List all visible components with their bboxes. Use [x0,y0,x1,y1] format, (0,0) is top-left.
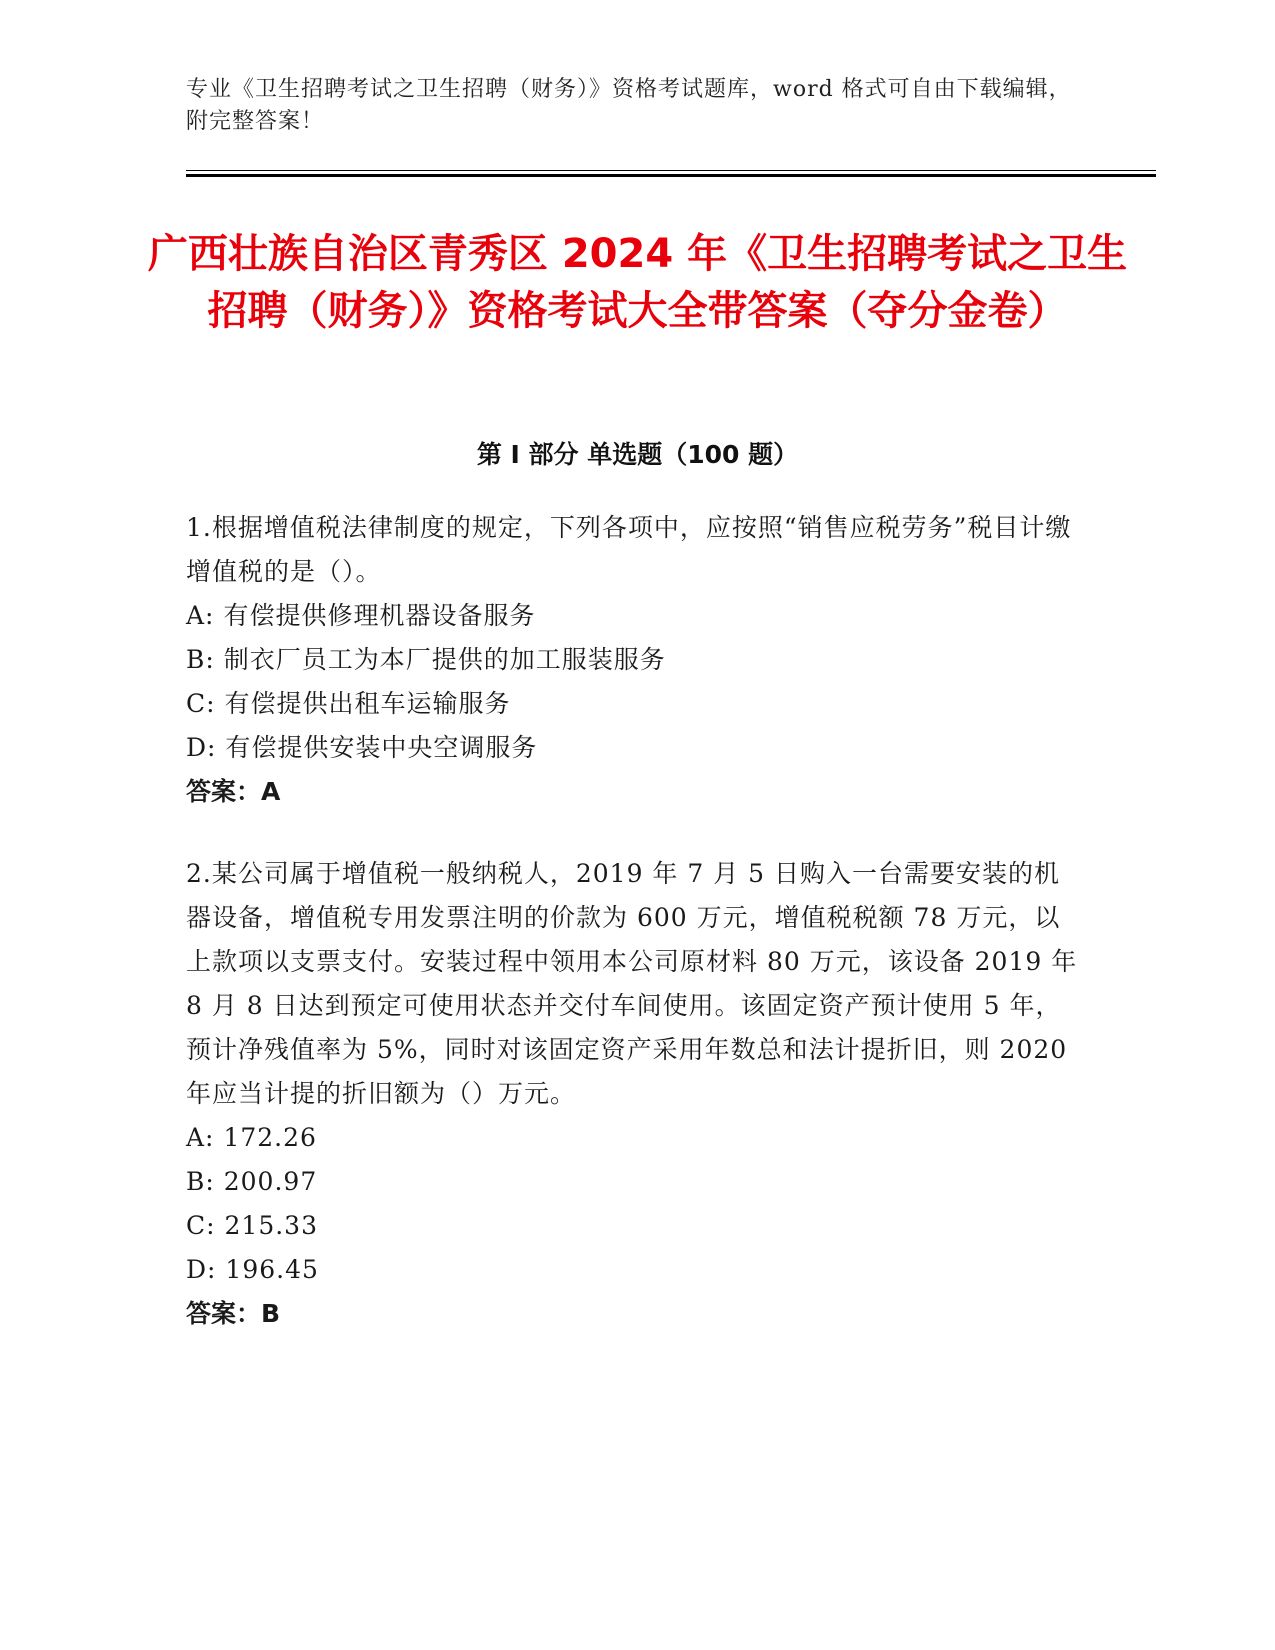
header-divider-thin [186,170,1156,171]
document-header-note: 专业《卫生招聘考试之卫生招聘（财务）》资格考试题库，word 格式可自由下载编辑，附完整答案！ [186,77,1072,134]
answer-line: 答案：B [186,1299,281,1328]
option-label: A: [186,601,215,630]
option-c [186,682,1086,726]
question-stem: 1.根据增值税法律制度的规定，下列各项中，应按照“销售应税劳务”税目计缴增值税的是（）。 [186,513,1072,586]
option-b [186,1160,1086,1204]
option-a [186,594,1086,638]
option-label: B: [186,1167,215,1196]
option-d [186,1248,1086,1292]
option-text: 215.33 [224,1211,318,1240]
option-text: 有偿提供修理机器设备服务 [223,601,536,630]
section-heading: 第 I 部分 单选题（100 题） [476,440,799,469]
option-label: C: [186,1211,216,1240]
option-text: 200.97 [223,1167,318,1196]
option-text: 制衣厂员工为本厂提供的加工服装服务 [223,645,666,674]
option-label: D: [186,733,217,762]
option-text: 172.26 [223,1123,317,1152]
answer-line: 答案：A [186,777,281,806]
header-divider-thick [186,174,1156,177]
option-b [186,638,1086,682]
option-label: A: [186,1123,215,1152]
option-d [186,726,1086,770]
question-2 [186,852,1086,1336]
option-text: 196.45 [225,1255,319,1284]
option-label: D: [186,1255,217,1284]
option-a [186,1116,1086,1160]
option-text: 有偿提供安装中央空调服务 [225,733,538,762]
option-label: C: [186,689,216,718]
option-c [186,1204,1086,1248]
question-1 [186,506,1086,814]
question-stem: 2.某公司属于增值税一般纳税人，2019 年 7 月 5 日购入一台需要安装的机器设备，增值税专用发票注明的价款为 600 万元，增值税税额 78 万元，以上款项以支票支付。安装过程中领用本公司原材料 80 万元，该设备 2019 年 8 月 8 日达到预定可使用状态并交付车间使用。该固定资产预计使用 5 年，预计净残值率为 5%，同时对该固定资产采用年数总和法计提折旧，则 2020 年应当计提的折旧额为（）万元。 [186,859,1078,1108]
document-title: 广西壮族自治区青秀区 2024 年《卫生招聘考试之卫生招聘（财务）》资格考试大全带答案（夺分金卷） [147,231,1128,334]
option-label: B: [186,645,215,674]
option-text: 有偿提供出租车运输服务 [224,689,511,718]
